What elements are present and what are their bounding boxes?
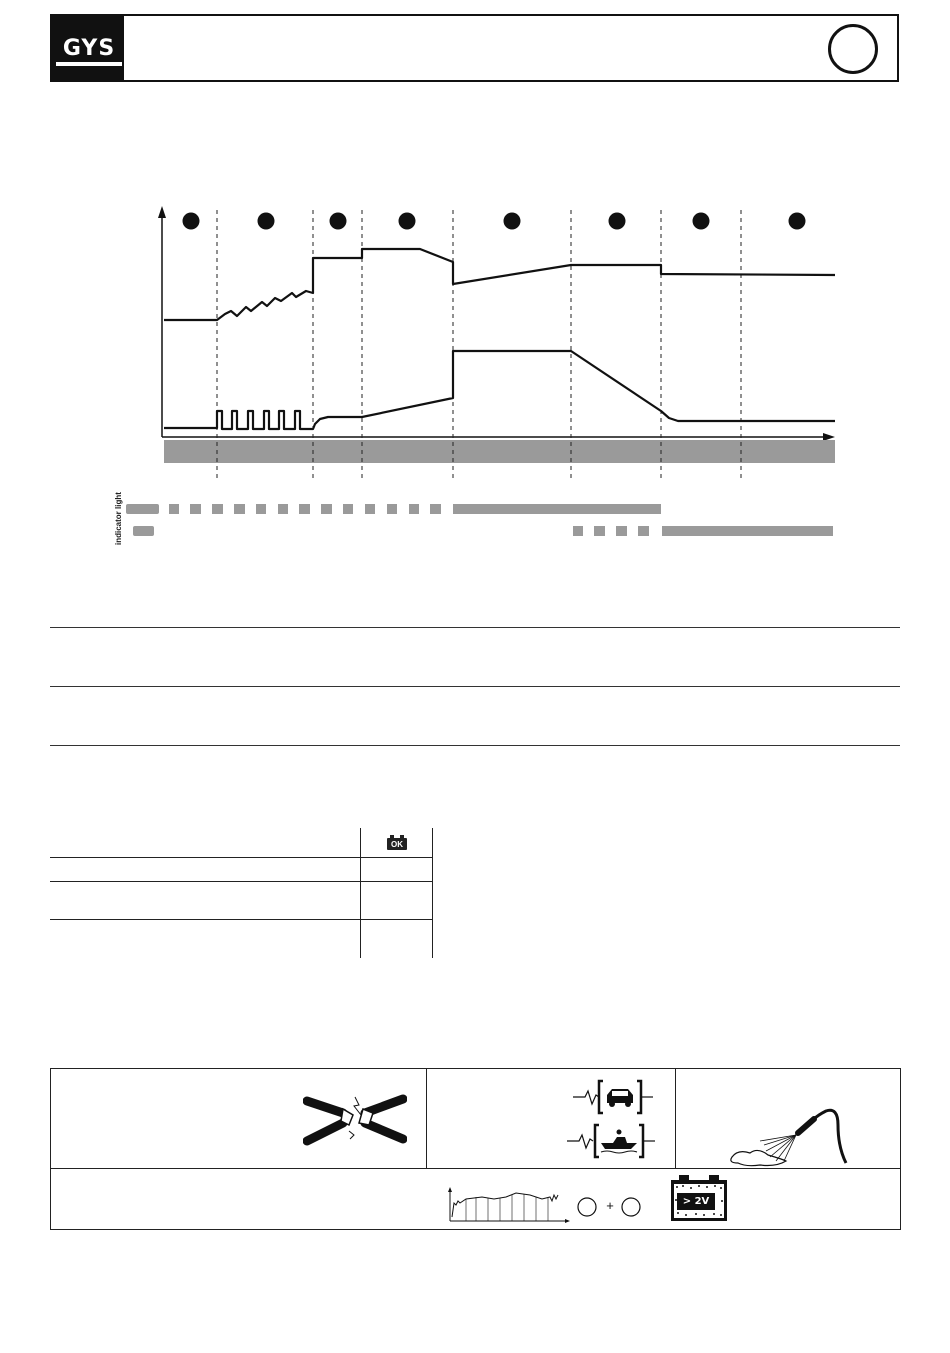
battery-status-table xyxy=(50,828,433,958)
language-circle-icon xyxy=(828,24,878,74)
axes xyxy=(158,206,835,441)
boat-icon xyxy=(565,1121,657,1161)
phase-marker-2 xyxy=(258,213,275,230)
table-row xyxy=(50,919,433,920)
phase-marker-3 xyxy=(330,213,347,230)
time-band xyxy=(164,440,835,463)
phase-marker-6 xyxy=(609,213,626,230)
section-rule-3 xyxy=(50,745,900,746)
phase-markers xyxy=(183,213,806,230)
table-row xyxy=(50,857,433,858)
section-rule-2 xyxy=(50,686,900,687)
section-rule-1 xyxy=(50,627,900,628)
logo-text: GYS xyxy=(62,36,116,61)
precautions-box xyxy=(50,1068,901,1230)
phase-marker-1 xyxy=(183,213,200,230)
water-spray-icon xyxy=(726,1103,852,1169)
phase-marker-4 xyxy=(399,213,416,230)
battery-voltage-label: > 2V xyxy=(677,1193,715,1210)
battery-voltage-icon xyxy=(671,1175,727,1221)
indicator-light-label: indicator light xyxy=(114,492,123,545)
cable-spark-icon xyxy=(303,1091,407,1147)
indicator-row-1 xyxy=(126,504,661,514)
header-band xyxy=(50,14,899,82)
charging-curve-diagram xyxy=(0,195,950,555)
battery-ok-icon: OK xyxy=(387,838,407,850)
gys-logo xyxy=(52,16,124,82)
indicator-row-2 xyxy=(133,526,833,536)
voltage-curve xyxy=(164,249,835,320)
charging-curve-icon xyxy=(446,1187,570,1225)
phase-marker-8 xyxy=(789,213,806,230)
plus-sign: + xyxy=(606,1198,614,1213)
phase-marker-5 xyxy=(504,213,521,230)
phase-marker-7 xyxy=(693,213,710,230)
current-curve xyxy=(164,351,835,429)
car-icon xyxy=(571,1077,655,1115)
table-row xyxy=(50,881,433,882)
